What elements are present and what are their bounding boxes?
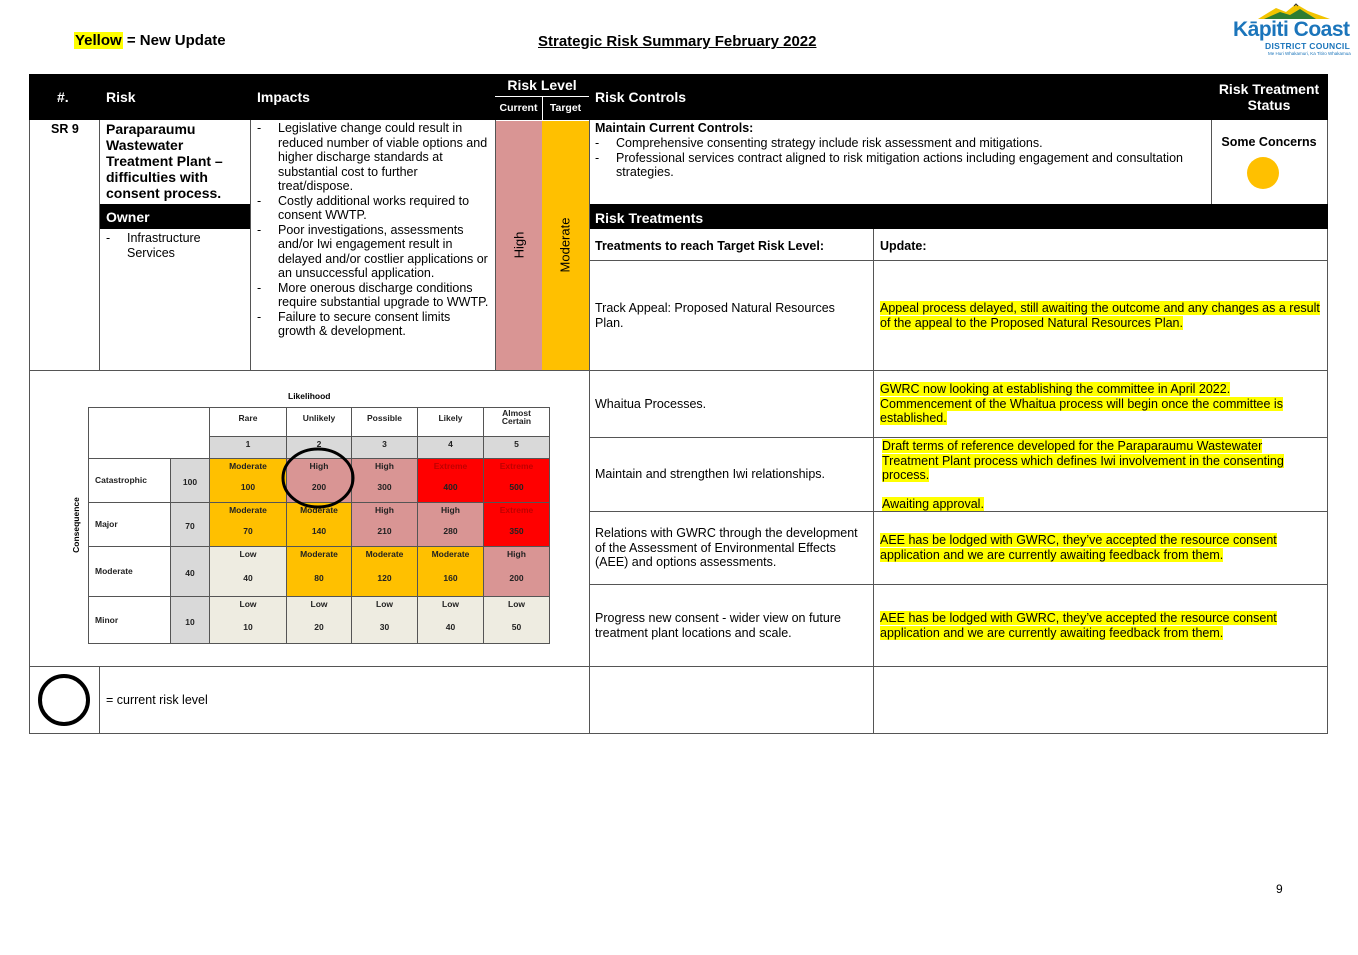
matrix-cell [210,459,287,503]
impact-item: - Costly additional works required to consent WWTP. [257,194,491,223]
update-highlight: Awaiting approval. [882,497,984,511]
matrix-cell [484,547,550,597]
likelihood-header [484,408,550,437]
likelihood-header [210,408,287,437]
matrix-cell [352,547,418,597]
controls-title: Maintain Current Controls: [595,121,754,135]
likelihood-score-cell [484,437,550,459]
cell-level: High [375,461,394,471]
grid-line [99,666,100,733]
cell-level: High [375,505,394,515]
likelihood-name: Almost [502,408,531,418]
council-logo [1228,2,1358,58]
cell-value: 20 [314,621,324,632]
matrix-cell [210,503,287,547]
controls-list [595,136,1200,180]
owner-list [106,231,226,260]
matrix-cell [418,459,484,503]
target-level-label: Moderate [557,217,573,273]
matrix-cell [484,459,550,503]
risk-matrix [88,407,550,644]
matrix-cell [418,597,484,644]
impact-item: - Legislative change could result in reduced number of viable options and higher discharge standards at substantial cost to further treat/dispose. [257,121,491,194]
update-highlight: Appeal process delayed, still awaiting the outcome and any changes as a result of the appeal to the Proposed Natural Resources Plan. [880,301,1320,330]
impacts-list [257,121,491,339]
col-status: Risk Treatment Status [1218,81,1320,113]
cell-level: Moderate [229,505,267,515]
likelihood-name: Likely [438,413,463,423]
grid-line [1211,120,1212,204]
cell-level: Low [508,599,525,609]
likelihood-score: 4 [448,439,453,449]
cell-level: Moderate [300,505,338,515]
matrix-cell [210,547,287,597]
grid-line [99,120,100,370]
target-level-cell [542,121,589,370]
page-number: 9 [1276,882,1283,896]
logo-name: Kāpiti Coast [1233,18,1350,41]
cell-value: 300 [377,482,392,492]
cell-level: Moderate [431,549,470,559]
cell-level: Moderate [300,549,338,559]
likelihood-header [352,408,418,437]
cell-value: 40 [445,621,456,632]
logo-tagline: Me Huri Whakamuri, Ka Titiro Whakamua [1268,51,1351,56]
cell-level: Moderate [229,461,267,471]
col-risk: Risk [106,89,136,105]
consequence-name: Catastrophic [95,475,147,485]
treatment-text: Relations with GWRC through the development of the Assessment of Environmental Effects (AEE) and options assessments. [595,526,858,569]
likelihood-score-cell [418,437,484,459]
impact-item: - More onerous discharge conditions require substantial upgrade to WWTP. [257,281,491,310]
cell-level: Low [310,599,328,609]
consequence-score-cell [171,503,210,547]
matrix-cell [484,503,550,547]
likelihood-header [418,408,484,437]
control-item: - Comprehensive consenting strategy include risk assessment and mitigations. [595,136,1200,151]
consequence-header [89,503,171,547]
cell-level: High [507,549,526,559]
cell-value: 400 [443,482,458,492]
update-highlight: GWRC now looking at establishing the committee in April 2022. Commencement of the Whaitua process will begin once the committee is established. [880,382,1283,425]
matrix-cell [352,503,418,547]
treatment-text: Progress new consent - wider view on future treatment plant locations and scale. [595,611,841,640]
cell-level: Low [239,599,257,609]
likelihood-name: Unlikely [302,413,336,423]
page-title: Strategic Risk Summary February 2022 [538,33,817,50]
consequence-score: 100 [182,477,198,487]
cell-level: Low [239,549,257,559]
cell-value: 70 [243,526,253,536]
consequence-score-cell [171,459,210,503]
matrix-cell [287,503,352,547]
cell-value: 140 [311,526,327,536]
update-highlight: AEE has be lodged with GWRC, they’ve accepted the resource consent application and we are currently awaiting feedback from them. [880,611,1277,640]
likelihood-score: 2 [316,439,322,449]
col-current: Current [499,102,538,114]
treatment-text: Maintain and strengthen Iwi relationships. [595,467,825,481]
likelihood-score: 5 [514,439,519,449]
consequence-header [89,597,171,644]
cell-value: 10 [243,621,253,632]
grid-line [873,229,874,734]
grid-line [250,120,251,370]
matrix-cell [418,503,484,547]
cell-level: Extreme [499,461,534,471]
matrix-cell [210,597,287,644]
legend-yellow: Yellow [75,32,122,49]
col-risk-level: Risk Level [507,77,577,93]
cell-value: 200 [509,573,524,583]
legend-text: = New Update [122,32,226,49]
cell-level: High [441,505,460,515]
col-target: Target [549,102,582,114]
consequence-score-cell [171,597,210,644]
likelihood-score: 3 [382,439,387,449]
grid-line [589,370,1328,371]
consequence-score-cell [171,547,210,597]
cell-value: 100 [240,482,256,492]
owner-label: Owner [106,209,150,225]
col-treatment: Treatments to reach Target Risk Level: [595,239,825,253]
grid-line [589,437,1328,438]
current-level-cell [496,121,542,370]
status-label: Some Concerns [1221,135,1317,149]
owner-item: - Infrastructure Services [106,231,226,260]
likelihood-score-cell [352,437,418,459]
cell-level: Extreme [433,461,468,471]
consequence-header [89,459,171,503]
current-level-marker-icon [281,447,357,509]
update-text [880,301,1320,330]
likelihood-label: Likelihood [288,391,331,401]
matrix-cell [287,597,352,644]
cell-value: 200 [311,482,327,492]
matrix-cell [352,459,418,503]
logo-subtitle: DISTRICT COUNCIL [1265,41,1351,51]
risk-id: SR 9 [51,122,79,136]
cell-value: 210 [377,526,392,536]
cell-level: Moderate [365,549,404,559]
update-highlight: Draft terms of reference developed for the Paraparaumu Wastewater Treatment Plant process which defines Iwi involvement in the consenting process. [882,439,1284,482]
cell-value: 50 [511,621,522,632]
key-text: = current risk level [106,693,208,707]
cell-level: Low [376,599,393,609]
consequence-score: 10 [185,616,195,627]
update-text [882,439,1320,512]
legend [74,32,226,49]
matrix-cell [352,597,418,644]
col-update: Update: [880,239,927,253]
consequence-name: Moderate [95,566,133,576]
cell-value: 160 [443,573,458,583]
update-text [880,533,1320,562]
grid-line [589,584,1328,585]
likelihood-name: Rare [238,413,258,423]
cell-level: Extreme [499,505,534,515]
consequence-axis-label: Consequence [71,497,81,553]
cell-value: 80 [314,573,324,583]
col-impacts: Impacts [257,89,310,105]
impact-item: - Failure to secure consent limits growth & development. [257,310,491,339]
treatments-title: Risk Treatments [595,210,704,226]
current-level-label: High [511,231,527,259]
matrix-cell [484,597,550,644]
consequence-score: 70 [185,521,195,531]
consequence-name: Minor [95,614,119,625]
grid-line [29,666,1328,667]
treatment-text: Track Appeal: Proposed Natural Resources Plan. [595,301,835,330]
cell-value: 350 [509,526,524,536]
col-num: #. [57,89,69,105]
matrix-cell [287,547,352,597]
matrix-corner [89,408,210,459]
cell-value: 500 [509,482,524,492]
update-text [880,382,1320,426]
cell-value: 30 [379,621,390,632]
status-indicator-icon [1247,157,1279,189]
consequence-header [89,547,171,597]
likelihood-name: Possible [367,413,402,423]
grid-line [29,120,30,734]
col-controls: Risk Controls [595,89,687,105]
circle-key-icon [37,673,91,727]
cell-level: High [309,461,329,471]
grid-line [29,370,590,371]
impact-item: - Poor investigations, assessments and/or Iwi engagement result in delayed and/or costlier applications or an unsuccessful application. [257,223,491,281]
consequence-name: Major [95,519,118,529]
cell-value: 280 [443,526,458,536]
grid-line [29,733,1328,734]
update-text [880,611,1320,640]
treatment-text: Whaitua Processes. [595,397,707,411]
control-item: - Professional services contract aligned to risk mitigation actions including engagement and consultation strategies. [595,151,1200,180]
grid-line [589,260,1328,261]
risk-title: Paraparaumu Wastewater Treatment Plant – difficulties with consent process. [106,121,223,201]
cell-value: 40 [243,573,253,583]
update-highlight: AEE has be lodged with GWRC, they’ve accepted the resource consent application and we are currently awaiting feedback from them. [880,533,1277,562]
likelihood-score: 1 [245,439,251,449]
cell-value: 120 [377,573,392,583]
matrix-cell [418,547,484,597]
likelihood-score-cell [210,437,287,459]
likelihood-name: Certain [501,416,532,426]
cell-level: Low [442,599,459,609]
consequence-score: 40 [185,568,195,578]
likelihood-header [287,408,352,437]
